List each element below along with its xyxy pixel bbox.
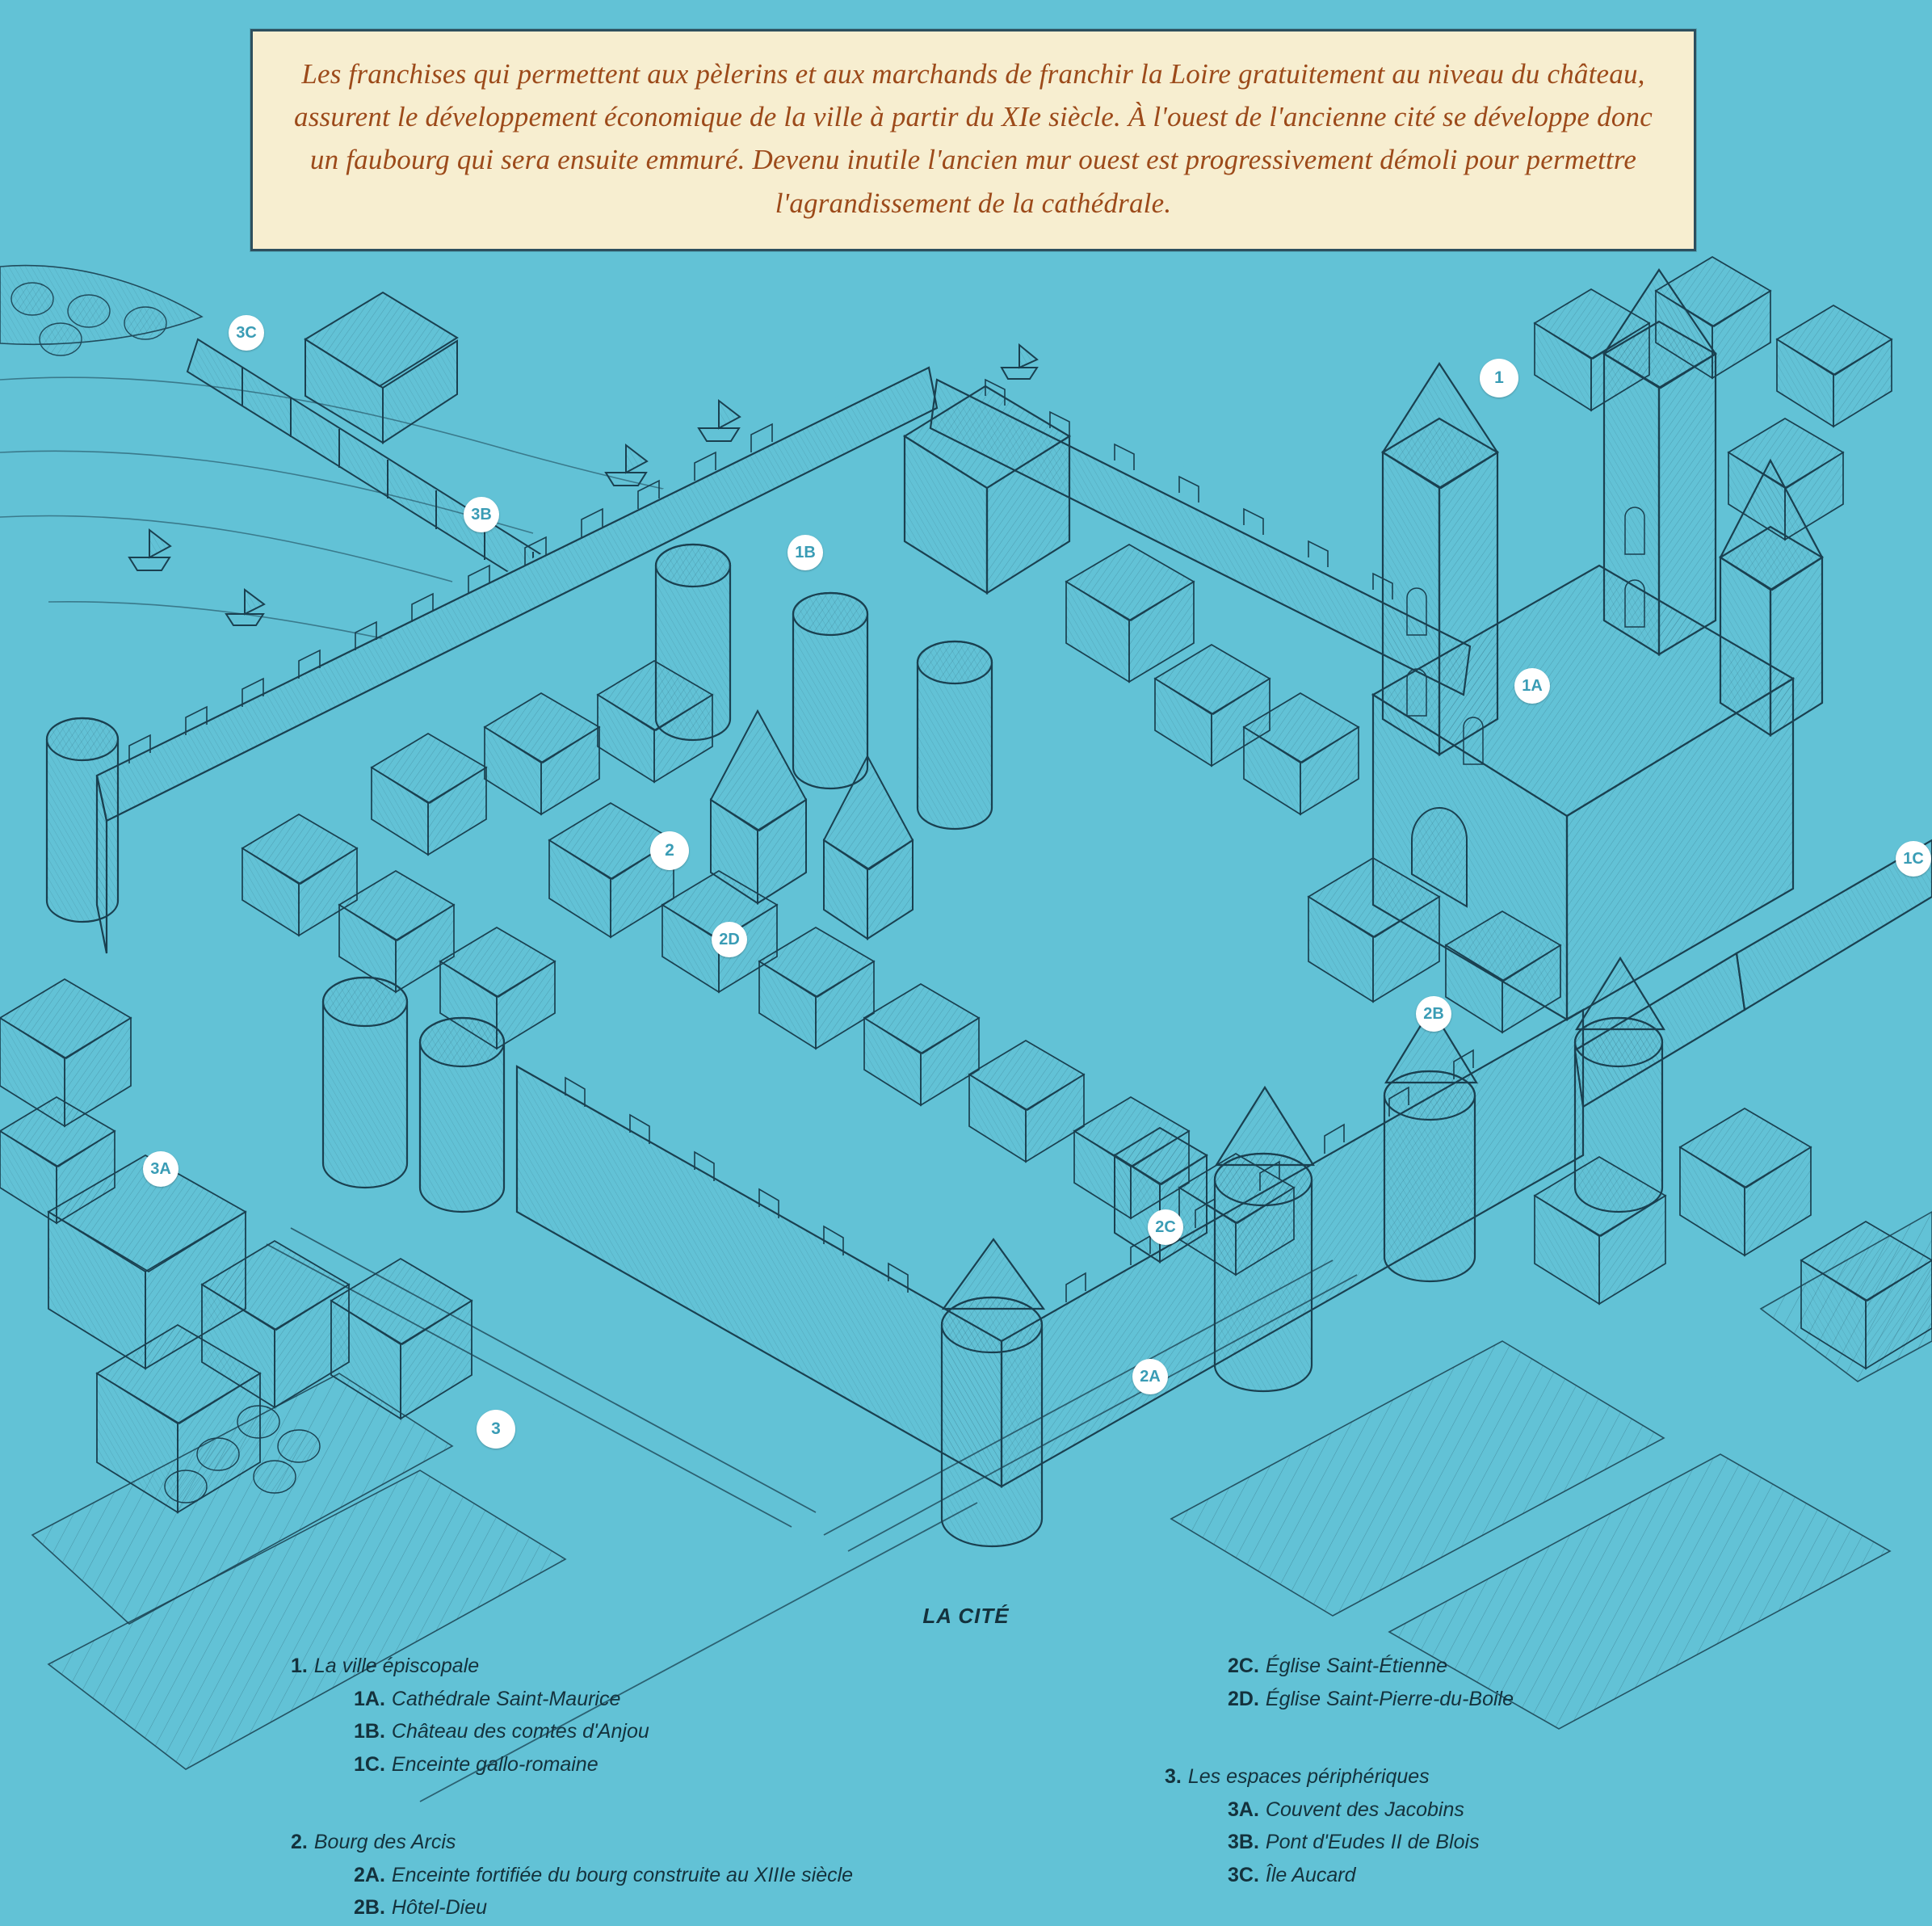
- map-marker-3c[interactable]: 3C: [229, 315, 264, 351]
- legend-label: Enceinte fortifiée du bourg construite au XIIIe siècle: [391, 1863, 854, 1886]
- legend: [0, 1604, 1932, 1924]
- map-marker-1[interactable]: 1: [1480, 359, 1518, 397]
- legend-entry-3b[interactable]: [1228, 1826, 1906, 1859]
- legend-spacer: [1098, 1715, 1906, 1760]
- legend-entry-1[interactable]: [291, 1650, 1098, 1683]
- legend-entry-2a[interactable]: [354, 1859, 1098, 1892]
- legend-columns: [0, 1650, 1932, 1924]
- legend-code: 1A.: [354, 1687, 385, 1710]
- caption-text: Les franchises qui permettent aux pèlerins et aux marchands de franchir la Loire gratuitement au niveau du château, assurent le développement économique de la ville à partir du XIe siècle. À l'ouest de l'ancienne cité se développe donc un faubourg qui sera ensuite emmuré. Devenu inutile l'ancien mur ouest est progressivement démoli pour permettre l'agrandissement de la cathédrale.: [294, 58, 1653, 219]
- legend-code: 2.: [291, 1831, 308, 1853]
- map-marker-3[interactable]: 3: [477, 1410, 515, 1449]
- legend-label: Église Saint-Étienne: [1265, 1655, 1448, 1677]
- legend-code: 2A.: [354, 1863, 385, 1886]
- legend-label: Les espaces périphériques: [1187, 1765, 1430, 1788]
- legend-column-left: [291, 1650, 1098, 1924]
- map-marker-2a[interactable]: 2A: [1132, 1359, 1168, 1394]
- legend-label: Château des comtes d'Anjou: [391, 1720, 649, 1743]
- map-marker-1b[interactable]: 1B: [788, 535, 823, 570]
- legend-entry-3a[interactable]: [1228, 1794, 1906, 1827]
- legend-entry-3c[interactable]: [1228, 1859, 1906, 1892]
- legend-code: 1C.: [354, 1752, 385, 1776]
- legend-label: Enceinte gallo-romaine: [391, 1752, 598, 1776]
- legend-entry-1c[interactable]: [354, 1748, 1098, 1781]
- legend-code: 1B.: [354, 1720, 385, 1743]
- legend-label: Église Saint-Pierre-du-Boile: [1265, 1687, 1514, 1710]
- legend-label: Île Aucard: [1265, 1863, 1356, 1886]
- legend-entry-1a[interactable]: [354, 1683, 1098, 1716]
- legend-code: 3C.: [1228, 1863, 1259, 1886]
- legend-entry-2d[interactable]: [1228, 1683, 1906, 1716]
- legend-spacer: [291, 1781, 1098, 1826]
- legend-entry-2[interactable]: [291, 1826, 1098, 1859]
- legend-title: LA CITÉ: [922, 1604, 1010, 1628]
- legend-code: 3.: [1165, 1765, 1182, 1788]
- legend-entry-1b[interactable]: [354, 1715, 1098, 1748]
- map-marker-2[interactable]: 2: [650, 831, 689, 870]
- legend-entry-2b[interactable]: [354, 1891, 1098, 1924]
- legend-entry-2c[interactable]: [1228, 1650, 1906, 1683]
- map-marker-1a[interactable]: 1A: [1514, 668, 1550, 704]
- map-marker-1c[interactable]: 1C: [1896, 841, 1931, 877]
- legend-label: Couvent des Jacobins: [1265, 1798, 1464, 1821]
- legend-code: 2C.: [1228, 1655, 1259, 1677]
- legend-code: 3A.: [1228, 1798, 1259, 1821]
- legend-label: Hôtel-Dieu: [391, 1896, 488, 1919]
- caption-box: [250, 29, 1696, 251]
- legend-label: Bourg des Arcis: [313, 1831, 456, 1853]
- map-marker-3a[interactable]: 3A: [143, 1151, 178, 1187]
- legend-code: 2B.: [354, 1896, 385, 1919]
- legend-label: La ville épiscopale: [313, 1655, 480, 1677]
- legend-label: Pont d'Eudes II de Blois: [1265, 1831, 1480, 1853]
- map-marker-3b[interactable]: 3B: [464, 497, 499, 532]
- legend-column-right: [1098, 1650, 1906, 1924]
- map-marker-2c[interactable]: 2C: [1148, 1209, 1183, 1245]
- legend-code: 3B.: [1228, 1831, 1259, 1853]
- map-marker-2d[interactable]: 2D: [712, 922, 747, 957]
- map-marker-2b[interactable]: 2B: [1416, 996, 1451, 1032]
- legend-entry-3[interactable]: [1165, 1760, 1906, 1794]
- legend-code: 1.: [291, 1655, 308, 1677]
- legend-code: 2D.: [1228, 1687, 1259, 1710]
- legend-label: Cathédrale Saint-Maurice: [391, 1687, 621, 1710]
